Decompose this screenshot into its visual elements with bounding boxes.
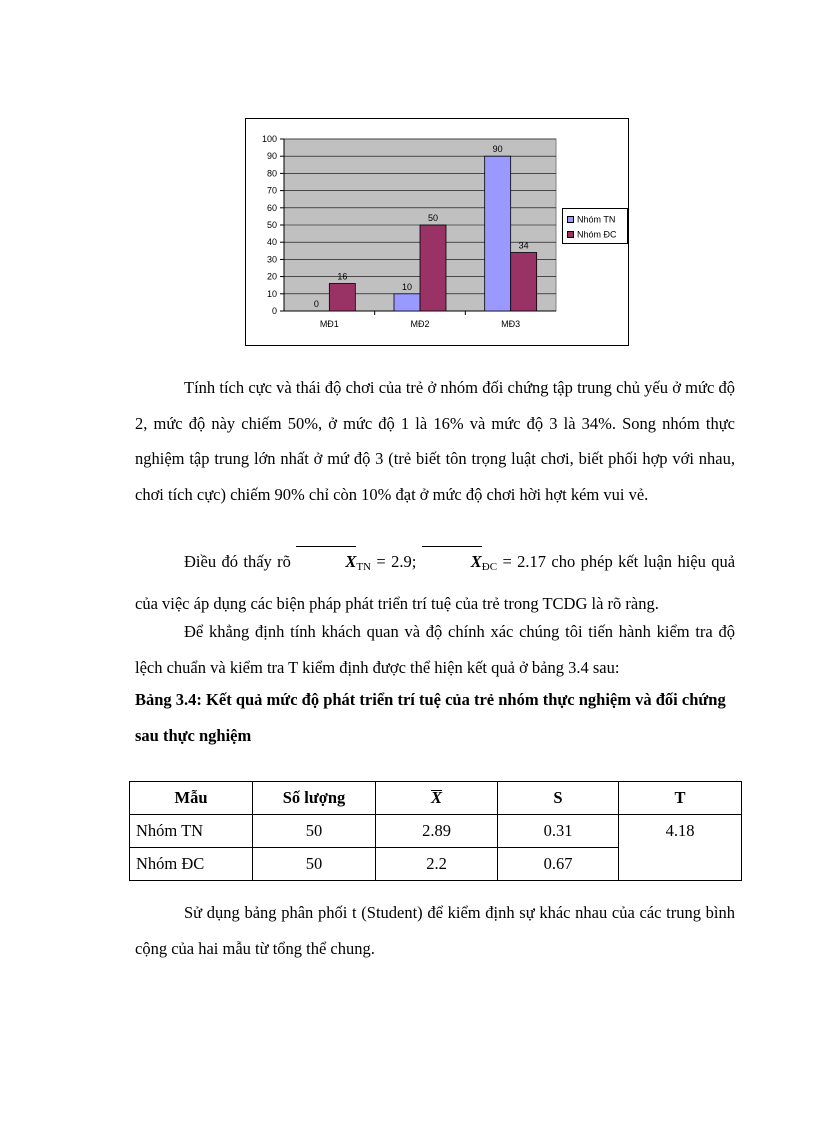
y-tick-label: 10 — [266, 288, 277, 299]
bar-nhóm-đc-2 — [420, 225, 446, 311]
y-tick-label: 60 — [266, 202, 277, 213]
legend-label-dc: Nhóm ĐC — [577, 229, 617, 240]
data-label: 10 — [401, 281, 413, 292]
bar-nhóm-tn-2 — [394, 294, 420, 311]
y-tick-label: 0 — [271, 306, 277, 316]
y-tick-label: 20 — [266, 271, 277, 282]
xbar-symbol-tn: X — [296, 544, 356, 580]
paragraph-1: Tính tích cực và thái độ chơi của trẻ ở nhóm đối chứng tập trung chủ yếu ở mức độ 2, mức độ này chiếm 50%, ở mức độ 1 là 16% và mức độ 3 là 34%. Song nhóm thực nghiệm tập trung lớn nhất ở mứ độ 3 (trẻ biết tôn trọng luật chơi, biết phối hợp với nhau, chơi tích cực) chiếm 90% chỉ còn 10% đạt ở mức độ chơi hời hợt kém vui vẻ. — [135, 378, 735, 504]
legend-swatch-tn — [567, 216, 574, 223]
data-label: 16 — [337, 271, 348, 282]
xbar-symbol-dc: X — [422, 544, 482, 580]
y-tick-label: 50 — [266, 220, 277, 230]
header-s: S — [498, 782, 619, 815]
value-dc: = 2.17 — [502, 552, 547, 571]
p2-text-start: Điều đó thấy rõ — [184, 552, 291, 571]
bar-nhóm-đc-1 — [329, 283, 355, 311]
cell-mean: 2.2 — [376, 848, 498, 881]
y-tick-label: 30 — [266, 254, 277, 265]
subscript-dc: ĐC — [481, 561, 498, 573]
cell-s: 0.31 — [498, 815, 619, 848]
chart-legend — [562, 208, 628, 244]
cell-group: Nhóm ĐC — [130, 848, 253, 881]
y-tick-label: 100 — [261, 134, 277, 144]
cell-group: Nhóm TN — [130, 815, 253, 848]
legend-label-tn: Nhóm TN — [577, 214, 616, 225]
xbar-header-symbol: X — [430, 788, 442, 807]
header-so-luong: Số lượng — [253, 782, 376, 815]
data-label: 90 — [492, 144, 503, 155]
legend-item-tn — [567, 213, 615, 225]
cell-count: 50 — [253, 848, 376, 881]
subscript-tn: TN — [356, 561, 371, 573]
legend-swatch-dc — [567, 231, 574, 238]
bar-nhóm-đc-3 — [511, 253, 537, 311]
results-table — [129, 781, 742, 881]
data-label: 0 — [313, 299, 319, 309]
paragraph-4: Sử dụng bảng phân phối t (Student) để kiểm định sự khác nhau của các trung bình cộng của hai mẫu từ tổng thể chung. — [135, 903, 735, 958]
table-caption: Bảng 3.4: Kết quả mức độ phát triển trí tuệ của trẻ nhóm thực nghiệm và đối chứng sau thực nghiệm — [135, 690, 726, 745]
paragraph-2 — [135, 544, 735, 621]
x-category-label: MĐ2 — [410, 319, 430, 329]
header-t: T — [619, 782, 742, 815]
y-tick-label: 90 — [266, 151, 277, 162]
cell-mean: 2.89 — [376, 815, 498, 848]
cell-s: 0.67 — [498, 848, 619, 881]
legend-item-dc — [567, 228, 617, 240]
y-tick-label: 70 — [266, 185, 277, 196]
table-header-row — [130, 782, 742, 815]
x-category-label: MĐ1 — [319, 319, 339, 329]
value-tn: = 2.9; — [376, 552, 417, 571]
y-tick-label: 80 — [266, 168, 277, 179]
header-x-mean — [376, 782, 498, 815]
bar-nhóm-tn-3 — [485, 156, 511, 311]
data-label: 50 — [427, 213, 439, 223]
y-tick-label: 40 — [266, 237, 277, 248]
cell-count: 50 — [253, 815, 376, 848]
table-row — [130, 815, 742, 848]
paragraph-3: Để khẳng định tính khách quan và độ chính xác chúng tôi tiến hành kiểm tra độ lệch chuẩn và kiểm tra T kiểm định được thể hiện kết quả ở bảng 3.4 sau: — [135, 622, 735, 677]
data-label: 34 — [518, 240, 529, 251]
cell-t: 4.18 — [619, 815, 742, 881]
x-category-label: MĐ3 — [501, 319, 521, 329]
p2-text-end: cho phép kết luận hiệu quả của việc áp dụng các biện pháp phát triển trí tuệ của trẻ trong TCDG là rõ ràng. — [135, 552, 736, 613]
header-mau: Mẫu — [130, 782, 253, 815]
bar-chart — [245, 118, 629, 346]
